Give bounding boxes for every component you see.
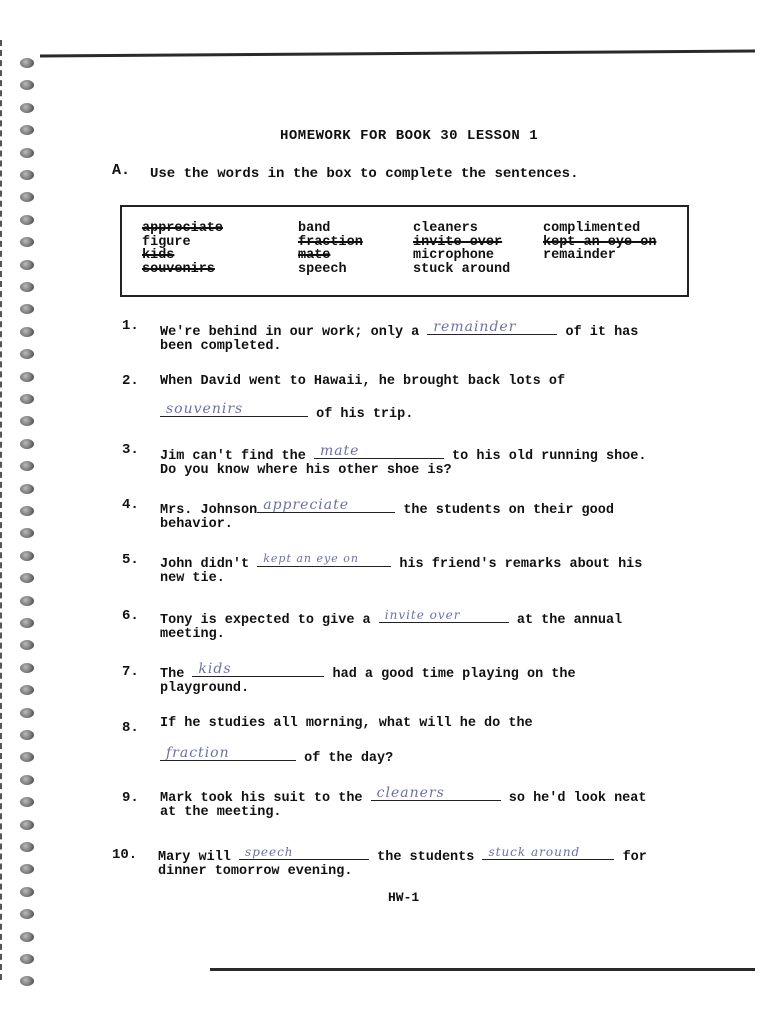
- spiral-hole: [20, 775, 34, 785]
- top-rule: [40, 50, 755, 58]
- question-number: 10.: [112, 847, 138, 863]
- question-8-line-2: [160, 746, 393, 766]
- question-text: to his old running shoe.: [452, 449, 647, 464]
- question-text: Jim can't find the: [160, 449, 306, 464]
- spiral-hole: [20, 708, 34, 718]
- question-text: for: [622, 850, 647, 865]
- word-item: band: [298, 221, 331, 236]
- question-text: Mark took his suit to the: [160, 791, 363, 806]
- instructions: Use the words in the box to complete the sentences.: [150, 166, 579, 182]
- spiral-hole: [20, 80, 34, 90]
- question-4: [160, 498, 614, 532]
- word-column-3: [413, 222, 510, 276]
- handwritten-answer: remainder: [433, 319, 517, 335]
- question-text: Tony is expected to give a: [160, 613, 371, 628]
- question-number: 9.: [122, 790, 139, 806]
- handwritten-answer: mate: [319, 443, 360, 459]
- handwritten-answer: souvenirs: [166, 401, 244, 417]
- answer-blank[interactable]: [314, 444, 444, 459]
- answer-blank[interactable]: [257, 552, 391, 567]
- spiral-hole: [20, 909, 34, 919]
- spiral-hole: [20, 730, 34, 740]
- handwritten-answer: fraction: [166, 745, 230, 761]
- question-text: of it has: [565, 325, 639, 340]
- question-text: meeting.: [160, 627, 225, 642]
- spiral-hole: [20, 148, 34, 158]
- spiral-hole: [20, 887, 34, 897]
- spiral-binding: [0, 40, 40, 980]
- answer-blank[interactable]: [371, 786, 501, 801]
- answer-blank[interactable]: [379, 608, 509, 623]
- spiral-hole: [20, 842, 34, 852]
- page-footer: HW-1: [388, 890, 420, 905]
- spiral-hole: [20, 596, 34, 606]
- word-item: complimented: [543, 221, 641, 236]
- question-5: [160, 552, 642, 586]
- spiral-hole: [20, 237, 34, 247]
- binding-edge: [0, 40, 6, 980]
- spiral-hole: [20, 506, 34, 516]
- spiral-hole: [20, 663, 34, 673]
- section-letter: A.: [112, 162, 131, 179]
- word-item: mate: [298, 248, 331, 263]
- spiral-hole: [20, 372, 34, 382]
- word-item: kept an eye on: [543, 234, 657, 250]
- spiral-hole: [20, 304, 34, 314]
- spiral-hole: [20, 797, 34, 807]
- spiral-hole: [20, 752, 34, 762]
- word-column-2: [298, 222, 363, 276]
- word-item: figure: [142, 234, 191, 250]
- question-10: [158, 845, 647, 879]
- question-text: at the annual: [516, 613, 623, 628]
- spiral-hole: [20, 349, 34, 359]
- spiral-hole: [20, 551, 34, 561]
- question-text: Mary will: [158, 850, 231, 865]
- spiral-hole: [20, 394, 34, 404]
- question-number: 6.: [122, 608, 139, 624]
- question-number: 2.: [122, 373, 139, 389]
- question-6: [160, 608, 622, 642]
- spiral-hole: [20, 103, 34, 113]
- spiral-hole: [20, 327, 34, 337]
- question-number: 1.: [122, 318, 139, 334]
- question-text: of his trip.: [316, 407, 414, 422]
- answer-blank[interactable]: [192, 662, 324, 677]
- handwritten-answer: kept an eye on: [263, 552, 359, 565]
- question-text: the students: [377, 850, 475, 865]
- question-9: [160, 786, 647, 820]
- answer-blank[interactable]: [427, 320, 557, 335]
- question-1: [160, 320, 638, 354]
- question-3: [160, 444, 646, 478]
- word-item: microphone: [413, 248, 495, 263]
- spiral-hole: [20, 640, 34, 650]
- question-7: [160, 662, 576, 696]
- spiral-hole: [20, 416, 34, 426]
- question-number: 5.: [122, 552, 139, 568]
- handwritten-answer: invite over: [384, 608, 461, 622]
- question-text: The: [160, 667, 185, 682]
- answer-blank[interactable]: [482, 845, 614, 860]
- spiral-hole: [20, 260, 34, 270]
- spiral-hole: [20, 976, 34, 986]
- bottom-rule: [210, 968, 755, 971]
- question-text: Mrs. Johnson: [160, 503, 258, 518]
- spiral-hole: [20, 215, 34, 225]
- spiral-hole: [20, 484, 34, 494]
- spiral-hole: [20, 125, 34, 135]
- spiral-hole: [20, 864, 34, 874]
- answer-blank[interactable]: [239, 845, 369, 860]
- spiral-hole: [20, 954, 34, 964]
- spiral-hole: [20, 528, 34, 538]
- spiral-hole: [20, 192, 34, 202]
- question-text: When David went to Hawaii, he brought back lots of: [160, 374, 566, 389]
- spiral-hole: [20, 618, 34, 628]
- question-text: had a good time playing on the: [332, 667, 576, 682]
- word-item: fraction: [298, 234, 363, 250]
- question-number: 4.: [122, 497, 139, 513]
- spiral-hole: [20, 461, 34, 471]
- question-text: of the day?: [304, 751, 394, 766]
- question-text: Do you know where his other shoe is?: [160, 463, 452, 478]
- handwritten-answer: kids: [198, 661, 232, 677]
- question-text: his friend's remarks about his: [399, 557, 643, 572]
- word-item: cleaners: [413, 221, 478, 236]
- question-number: 3.: [122, 442, 139, 458]
- question-text: at the meeting.: [160, 805, 282, 820]
- spiral-hole: [20, 439, 34, 449]
- spiral-hole: [20, 58, 34, 68]
- question-number: 7.: [122, 664, 139, 680]
- question-2-line-2: [160, 402, 413, 422]
- handwritten-answer: stuck around: [488, 845, 581, 859]
- question-text: playground.: [160, 681, 250, 696]
- question-8: [160, 717, 533, 731]
- question-text: new tie.: [160, 571, 225, 586]
- question-text: We're behind in our work; only a: [160, 325, 420, 340]
- handwritten-answer: cleaners: [376, 785, 445, 801]
- question-text: behavior.: [160, 517, 233, 532]
- word-item: remainder: [543, 248, 616, 263]
- question-text: the students on their good: [403, 503, 614, 518]
- word-item: speech: [298, 261, 347, 277]
- question-2: [160, 375, 565, 389]
- spiral-hole: [20, 820, 34, 830]
- question-text: so he'd look neat: [508, 791, 647, 806]
- word-column-4: [543, 222, 656, 263]
- word-item: souvenirs: [142, 261, 215, 277]
- word-item: appreciate: [142, 221, 224, 236]
- handwritten-answer: speech: [245, 845, 294, 859]
- answer-blank[interactable]: [257, 498, 395, 513]
- spiral-hole: [20, 573, 34, 583]
- word-item: kids: [142, 248, 175, 263]
- spiral-hole: [20, 282, 34, 292]
- page-title: HOMEWORK FOR BOOK 30 LESSON 1: [280, 128, 539, 144]
- spiral-hole: [20, 170, 34, 180]
- word-item: invite over: [413, 234, 503, 250]
- question-number: 8.: [122, 720, 139, 736]
- spiral-hole: [20, 932, 34, 942]
- word-column-1: [142, 222, 223, 276]
- handwritten-answer: appreciate: [263, 497, 350, 513]
- spiral-hole: [20, 685, 34, 695]
- answer-blank[interactable]: [160, 402, 308, 417]
- question-text: John didn't: [160, 557, 250, 572]
- question-text: been completed.: [160, 339, 282, 354]
- question-text: If he studies all morning, what will he do the: [160, 716, 533, 731]
- word-item: stuck around: [413, 261, 511, 277]
- answer-blank[interactable]: [160, 746, 296, 761]
- question-text: dinner tomorrow evening.: [158, 864, 353, 879]
